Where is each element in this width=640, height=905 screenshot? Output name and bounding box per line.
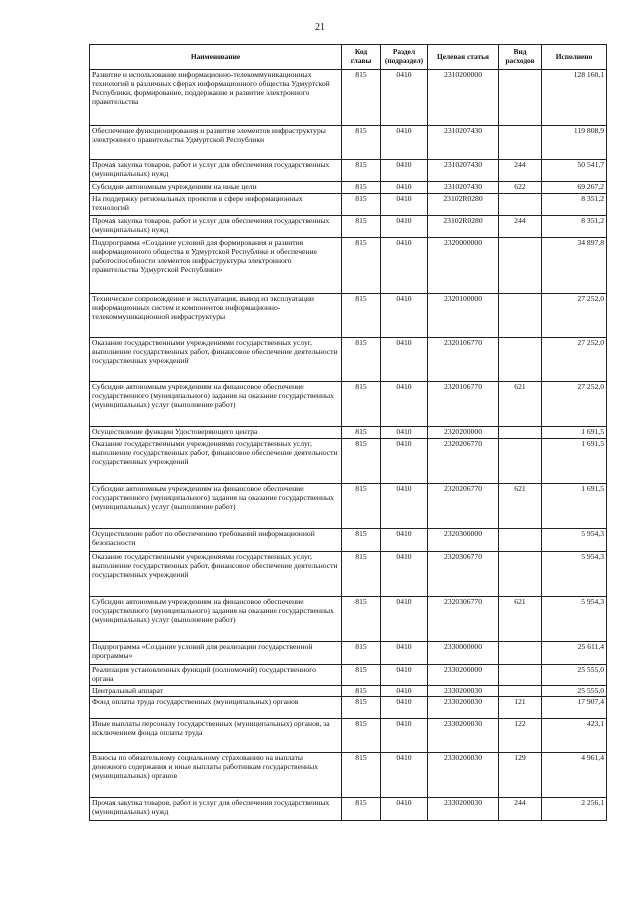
row-amount: 5 954,3 — [542, 529, 607, 552]
row-type — [499, 427, 542, 439]
row-article: 2320306770 — [428, 597, 499, 642]
row-amount: 25 555,0 — [542, 665, 607, 686]
row-type — [499, 238, 542, 294]
row-code: 815 — [342, 484, 381, 529]
row-type: 244 — [499, 160, 542, 182]
header-type: Вид расходов — [499, 45, 542, 70]
row-name: Подпрограмма «Создание условий для реализации государственной программы» — [90, 642, 342, 665]
row-section: 0410 — [381, 216, 428, 238]
row-article: 2330200000 — [428, 665, 499, 686]
row-code: 815 — [342, 382, 381, 427]
row-code: 815 — [342, 552, 381, 597]
row-name: Обеспечение функционирования и развития элементов инфраструктуры электронного правительства Удмуртской Республики — [90, 126, 342, 160]
row-article: 2320200000 — [428, 427, 499, 439]
table-row — [90, 238, 607, 294]
row-section: 0410 — [381, 753, 428, 798]
row-code: 815 — [342, 642, 381, 665]
page-number: 21 — [315, 22, 325, 33]
row-code: 815 — [342, 194, 381, 216]
row-type: 122 — [499, 719, 542, 753]
table-row — [90, 697, 607, 719]
row-amount: 1 691,5 — [542, 439, 607, 484]
row-section: 0410 — [381, 798, 428, 821]
table-row — [90, 427, 607, 439]
row-code: 815 — [342, 719, 381, 753]
row-article: 2310207430 — [428, 160, 499, 182]
row-amount: 8 351,2 — [542, 194, 607, 216]
table-row — [90, 439, 607, 484]
row-section: 0410 — [381, 238, 428, 294]
row-code: 815 — [342, 665, 381, 686]
row-code: 815 — [342, 439, 381, 484]
row-section: 0410 — [381, 665, 428, 686]
row-name: Техническое сопровождение и эксплуатация, вывод из эксплуатации информационных систем и компонентов информационно-телекоммуникационной инфраструктуры — [90, 294, 342, 338]
row-section: 0410 — [381, 697, 428, 719]
row-code: 815 — [342, 182, 381, 194]
header-name: Наименование — [90, 45, 342, 70]
row-type — [499, 552, 542, 597]
row-code: 815 — [342, 686, 381, 697]
row-section: 0410 — [381, 382, 428, 427]
row-name: Реализация установленных функций (полномочий) государственного органа — [90, 665, 342, 686]
row-name: На поддержку региональных проектов в сфере информационных технологий — [90, 194, 342, 216]
row-type: 621 — [499, 484, 542, 529]
row-type: 622 — [499, 182, 542, 194]
row-code: 815 — [342, 216, 381, 238]
row-code: 815 — [342, 294, 381, 338]
table-row — [90, 294, 607, 338]
row-article: 2320206770 — [428, 439, 499, 484]
row-code: 815 — [342, 427, 381, 439]
table-row — [90, 216, 607, 238]
table-row — [90, 194, 607, 216]
header-article: Целевая статья — [428, 45, 499, 70]
row-section: 0410 — [381, 552, 428, 597]
row-code: 815 — [342, 126, 381, 160]
row-article: 2320306770 — [428, 552, 499, 597]
row-code: 815 — [342, 338, 381, 382]
table-row — [90, 484, 607, 529]
row-section: 0410 — [381, 597, 428, 642]
table-row — [90, 665, 607, 686]
row-type — [499, 439, 542, 484]
header-section: Раздел (подраздел) — [381, 45, 428, 70]
row-name: Центральный аппарат — [90, 686, 342, 697]
row-section: 0410 — [381, 338, 428, 382]
row-name: Прочая закупка товаров, работ и услуг для обеспечения государственных (муниципальных) нужд — [90, 798, 342, 821]
row-name: Субсидии автономным учреждениям на финансовое обеспечение государственного (муниципального) задания на оказание государственных (муниципальных) услуг (выполнение работ) — [90, 382, 342, 427]
row-section: 0410 — [381, 529, 428, 552]
row-name: Оказание государственными учреждениями государственных услуг, выполнение государственных работ, финансовое обеспечение деятельности государственных учреждений — [90, 552, 342, 597]
row-section: 0410 — [381, 427, 428, 439]
row-type — [499, 294, 542, 338]
row-name: Прочая закупка товаров, работ и услуг для обеспечения государственных (муниципальных) нужд — [90, 160, 342, 182]
row-name: Оказание государственными учреждениями государственных услуг, выполнение государственных работ, финансовое обеспечение деятельности государственных учреждений — [90, 338, 342, 382]
row-amount: 1 691,5 — [542, 427, 607, 439]
row-amount: 17 907,4 — [542, 697, 607, 719]
row-name: Развитие и использование информационно-телекоммуникационных технологий в различных сферах информационного общества Удмуртской Республики, формирование, поддержание и развитие электронного правительства — [90, 70, 342, 126]
row-amount: 25 611,4 — [542, 642, 607, 665]
row-code: 815 — [342, 529, 381, 552]
row-article: 2320206770 — [428, 484, 499, 529]
row-amount: 423,1 — [542, 719, 607, 753]
row-amount: 25 555,0 — [542, 686, 607, 697]
row-name: Осуществление функции Удостоверяющего центра — [90, 427, 342, 439]
table-row — [90, 529, 607, 552]
row-article: 2330200030 — [428, 686, 499, 697]
row-type — [499, 642, 542, 665]
table-row — [90, 160, 607, 182]
row-type: 621 — [499, 597, 542, 642]
row-name: Фонд оплаты труда государственных (муниципальных) органов — [90, 697, 342, 719]
row-article: 2320300000 — [428, 529, 499, 552]
row-code: 815 — [342, 238, 381, 294]
header-amount: Исполнено — [542, 45, 607, 70]
row-name: Иные выплаты персоналу государственных (муниципальных) органов, за исключением фонда оплаты труда — [90, 719, 342, 753]
row-section: 0410 — [381, 294, 428, 338]
table-row — [90, 597, 607, 642]
row-type — [499, 70, 542, 126]
row-amount: 5 954,3 — [542, 597, 607, 642]
row-section: 0410 — [381, 686, 428, 697]
row-section: 0410 — [381, 484, 428, 529]
row-article: 2320100000 — [428, 294, 499, 338]
table-row — [90, 70, 607, 126]
row-article: 2320000000 — [428, 238, 499, 294]
table-row — [90, 753, 607, 798]
row-name: Подпрограмма «Создание условий для формирования и развития информационного общества в Удмуртской Республике и обеспечение работоспособности элементов инфраструктуры электронного правительства Удмуртской Республики» — [90, 238, 342, 294]
row-article: 2310207430 — [428, 182, 499, 194]
row-type — [499, 529, 542, 552]
row-code: 815 — [342, 597, 381, 642]
row-name: Субсидии автономным учреждениям на финансовое обеспечение государственного (муниципального) задания на оказание государственных (муниципальных) услуг (выполнение работ) — [90, 484, 342, 529]
row-name: Осуществление работ по обеспечению требований информационной безопасности — [90, 529, 342, 552]
row-type — [499, 686, 542, 697]
row-code: 815 — [342, 697, 381, 719]
row-article: 2310200000 — [428, 70, 499, 126]
row-code: 815 — [342, 160, 381, 182]
row-code: 815 — [342, 70, 381, 126]
row-article: 23102R0280 — [428, 194, 499, 216]
row-section: 0410 — [381, 642, 428, 665]
row-amount: 2 256,1 — [542, 798, 607, 821]
row-amount: 5 954,3 — [542, 552, 607, 597]
row-name: Субсидии автономным учреждениям на иные цели — [90, 182, 342, 194]
row-type — [499, 194, 542, 216]
row-type: 244 — [499, 798, 542, 821]
row-section: 0410 — [381, 439, 428, 484]
table-header — [90, 45, 607, 70]
table-row — [90, 719, 607, 753]
row-name: Прочая закупка товаров, работ и услуг для обеспечения государственных (муниципальных) нужд — [90, 216, 342, 238]
row-amount: 27 252,0 — [542, 294, 607, 338]
table-row — [90, 182, 607, 194]
table-row — [90, 642, 607, 665]
row-type: 121 — [499, 697, 542, 719]
table-row — [90, 686, 607, 697]
table-body — [90, 70, 607, 821]
row-section: 0410 — [381, 182, 428, 194]
row-amount: 27 252,0 — [542, 338, 607, 382]
table-row — [90, 552, 607, 597]
row-article: 2330200030 — [428, 753, 499, 798]
row-type: 129 — [499, 753, 542, 798]
row-amount: 119 808,9 — [542, 126, 607, 160]
row-amount: 34 897,8 — [542, 238, 607, 294]
row-article: 2330000000 — [428, 642, 499, 665]
header-code: Код главы — [342, 45, 381, 70]
row-article: 2330200030 — [428, 697, 499, 719]
row-article: 23102R0280 — [428, 216, 499, 238]
row-type — [499, 126, 542, 160]
row-amount: 69 267,2 — [542, 182, 607, 194]
row-article: 2330200030 — [428, 719, 499, 753]
row-article: 2320106770 — [428, 382, 499, 427]
row-type: 621 — [499, 382, 542, 427]
row-article: 2310207430 — [428, 126, 499, 160]
row-section: 0410 — [381, 194, 428, 216]
row-section: 0410 — [381, 719, 428, 753]
row-amount: 8 351,2 — [542, 216, 607, 238]
row-article: 2330200030 — [428, 798, 499, 821]
row-amount: 4 961,4 — [542, 753, 607, 798]
row-type — [499, 665, 542, 686]
budget-table — [89, 44, 607, 821]
table-row — [90, 126, 607, 160]
row-amount: 50 541,7 — [542, 160, 607, 182]
row-amount: 27 252,0 — [542, 382, 607, 427]
row-amount: 1 691,5 — [542, 484, 607, 529]
row-code: 815 — [342, 798, 381, 821]
row-code: 815 — [342, 753, 381, 798]
row-name: Оказание государственными учреждениями государственных услуг, выполнение государственных работ, финансовое обеспечение деятельности государственных учреждений — [90, 439, 342, 484]
row-section: 0410 — [381, 70, 428, 126]
row-name: Субсидии автономным учреждениям на финансовое обеспечение государственного (муниципального) задания на оказание государственных (муниципальных) услуг (выполнение работ) — [90, 597, 342, 642]
row-article: 2320106770 — [428, 338, 499, 382]
table-row — [90, 338, 607, 382]
row-amount: 128 160,1 — [542, 70, 607, 126]
row-name: Взносы по обязательному социальному страхованию на выплаты денежного содержания и иные выплаты работникам государственных (муниципальных) органов — [90, 753, 342, 798]
table-row — [90, 382, 607, 427]
table-row — [90, 798, 607, 821]
row-type: 244 — [499, 216, 542, 238]
row-section: 0410 — [381, 160, 428, 182]
row-type — [499, 338, 542, 382]
row-section: 0410 — [381, 126, 428, 160]
